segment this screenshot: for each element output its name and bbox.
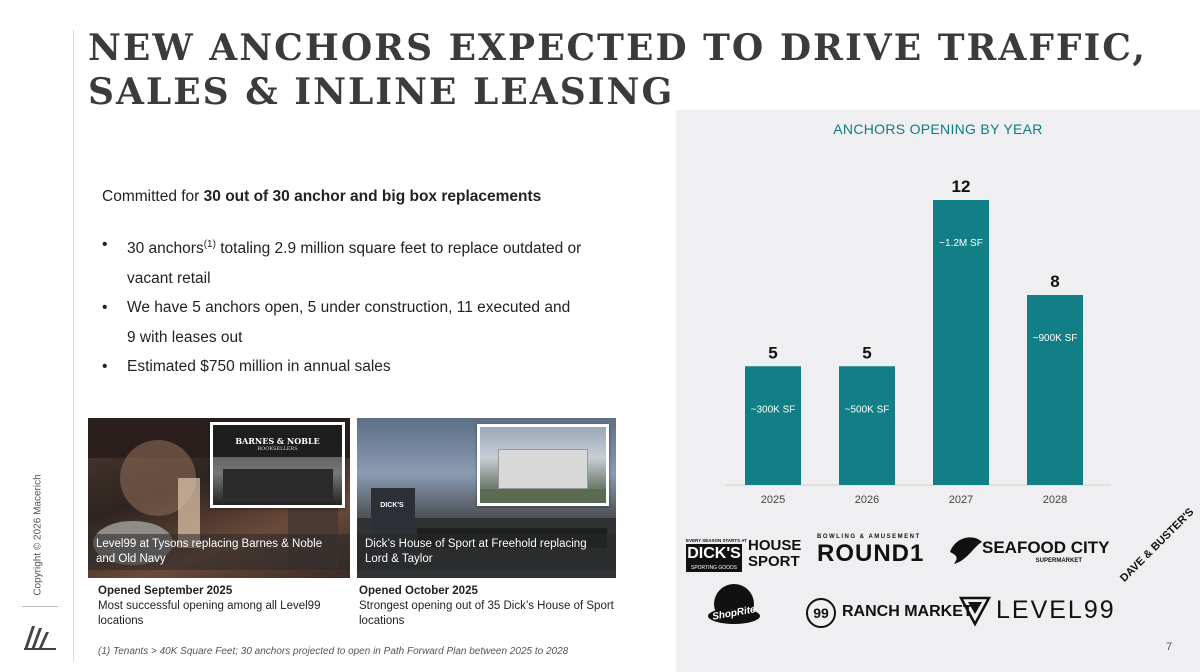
copyright-vertical: Copyright © 2026 Macerich (32, 474, 44, 596)
dicks-sign: DICK'S (380, 502, 404, 509)
bullet-item: • We have 5 anchors open, 5 under construction, 11 executed and 9 with leases out (102, 299, 571, 346)
bullet-item: • Estimated $750 million in annual sales (102, 358, 391, 375)
chart-title: ANCHORS OPENING BY YEAR (833, 121, 1043, 137)
page-title: NEW ANCHORS EXPECTED TO DRIVE TRAFFIC, SALES & INLINE LEASING (88, 27, 1147, 113)
tenant-logos (682, 506, 1197, 638)
photo-caption: Dick’s House of Sport at Freehold replacing Lord & Taylor (357, 534, 616, 570)
bar-value-label: 5 (768, 343, 778, 363)
bullet-list (102, 230, 582, 382)
shoprite-logo: ShopRite (702, 578, 766, 630)
level99-logo: LEVEL99 (958, 592, 1108, 628)
logo-divider (22, 606, 58, 607)
seafood-city-logo: SEAFOOD CITY SUPERMARKET (982, 538, 1110, 564)
x-tick-label: 2028 (1042, 494, 1068, 506)
seafood-city-fish-icon (946, 532, 986, 568)
bar-2028 (1027, 295, 1083, 485)
left-divider (73, 30, 74, 662)
photo-caption: Level99 at Tysons replacing Barnes & Noble and Old Navy (88, 534, 350, 570)
dave-busters-logo: DAVE & BUSTER'S (1118, 506, 1197, 585)
lord-taylor-inset-image (477, 424, 609, 506)
footnote: (1) Tenants > 40K Square Feet; 30 anchors projected to open in Path Forward Plan between 2025 to 2028 (98, 646, 569, 657)
x-tick-label: 2027 (948, 494, 974, 506)
level99-shield-icon (958, 592, 992, 628)
bar-sf-label: ~900K SF (1032, 333, 1078, 344)
opened-note-level99: Opened September 2025 Most successful opening among all Level99 locations (98, 585, 321, 627)
x-tick-label: 2025 (760, 494, 786, 506)
99-ranch-market-logo: 99 RANCH MARKET (806, 598, 966, 628)
bullet-item: • 30 anchors$^{(1)}$ totaling 2.9 million square feet to replace outdated or vacant retail (102, 236, 582, 287)
bar-sf-label: ~500K SF (844, 404, 890, 416)
dicks-photo (357, 418, 616, 578)
level99-photo (88, 418, 350, 578)
bar-sf-label: ~1.2M SF (939, 238, 983, 249)
bar-value-label: 8 (1050, 272, 1060, 291)
anchors-bar-chart (676, 140, 1200, 520)
x-tick-label: 2026 (854, 494, 880, 506)
bar-sf-label: ~300K SF (750, 404, 796, 416)
opened-note-dicks: Opened October 2025 Strongest opening out of 35 Dick’s House of Sport locations (359, 585, 614, 627)
bar-2025 (745, 366, 801, 485)
dicks-logo: EVERY SEASON STARTS AT DICK'S SPORTING GOODS (686, 538, 747, 571)
bar-2026 (839, 366, 895, 485)
barnes-noble-sign: BARNES & NOBLE (235, 436, 320, 446)
bar-value-label: 12 (951, 177, 971, 196)
barnes-noble-inset-image (210, 422, 345, 508)
house-of-sport-logo: HOUSE SPORT (748, 537, 802, 570)
round1-logo: BOWLING & AMUSEMENT ROUND1 (817, 534, 925, 567)
page-number: 7 (1166, 641, 1173, 653)
barnes-noble-sub: BOOKSELLERS (257, 446, 298, 452)
bar-value-label: 5 (862, 343, 872, 363)
intro-text: Committed for 30 out of 30 anchor and big box replacements (102, 188, 542, 205)
macerich-logo-icon (22, 620, 58, 652)
